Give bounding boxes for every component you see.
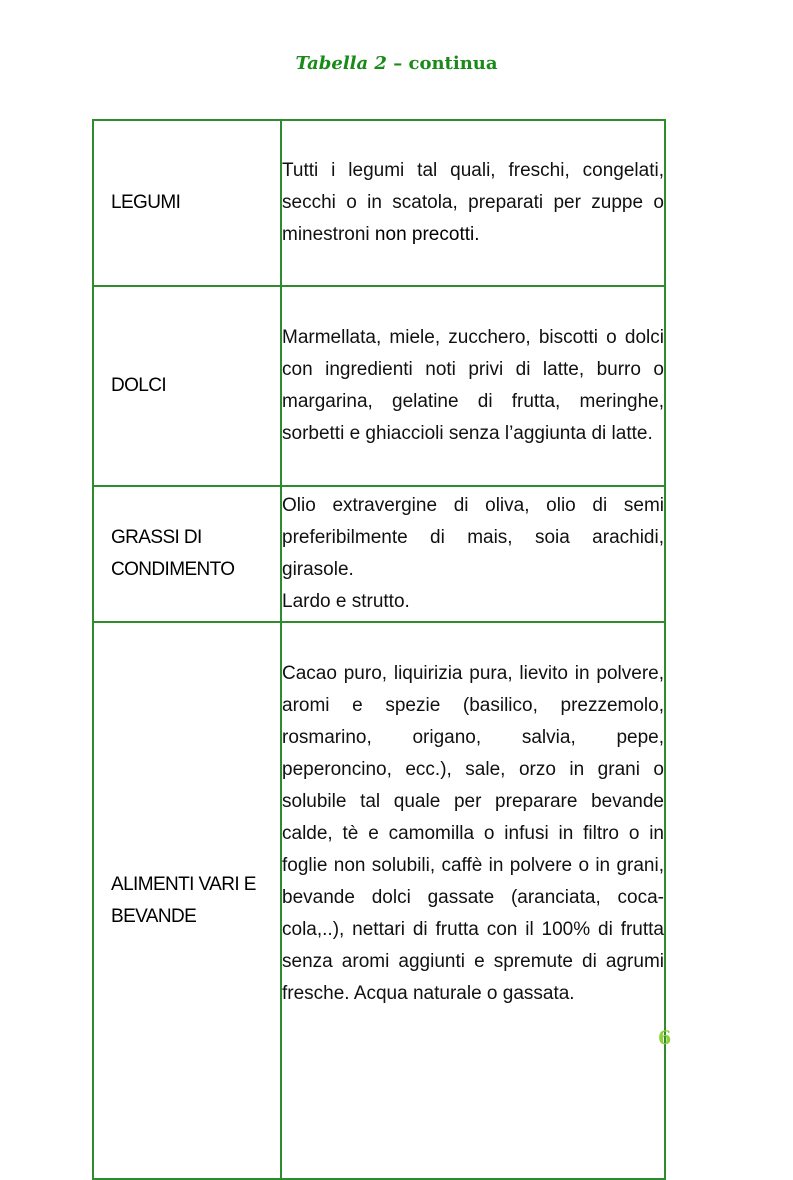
category-cell — [93, 622, 281, 1179]
category-cell — [93, 120, 281, 286]
description-text: Marmellata, miele, zucchero, biscotti o dolci con ingredienti noti privi di latte, burro o margarina, gelatine di frutta, meringhe, sorbetti e ghiaccioli senza l’aggiunta di latte. — [282, 327, 664, 444]
description-main: Tutti i legumi tal quali, freschi, congelati, secchi o in scatola, preparati per zuppe o minestroni — [282, 160, 664, 245]
page-number: 6 — [658, 1027, 672, 1049]
description-cell — [281, 286, 665, 486]
table-row — [93, 120, 665, 286]
food-table — [92, 119, 666, 1180]
category-label: ALIMENTI VARI E BEVANDE — [111, 873, 256, 927]
category-cell — [93, 286, 281, 486]
category-label: GRASSI DI CONDIMENTO — [111, 527, 235, 580]
category-label: LEGUMI — [111, 192, 181, 213]
description-text-second-line: Lardo e strutto. — [282, 591, 410, 612]
description-emphasis: non precotti. — [369, 224, 480, 245]
description-cell — [281, 622, 665, 1179]
category-cell — [93, 486, 281, 622]
caption-continued: – continua — [386, 53, 498, 74]
caption-table-number: Tabella 2 — [295, 53, 387, 74]
description-text: Cacao puro, liquirizia pura, lievito in polvere, aromi e spezie (basilico, prezzemolo, rosmarino, origano, salvia, pepe, peperoncino, ecc.), sale, orzo in grani o solubile tal quale per preparare bevande calde, tè e camomilla o infusi in filtro o in foglie non solubili, caffè in polvere o in grani, bevande dolci gassate (aranciata, coca-cola,..), nettari di frutta con il 100% di frutta senza aromi aggiunti e spremute di agrumi fresche. Acqua naturale o gassata. — [282, 663, 664, 1004]
table-row — [93, 286, 665, 486]
description-cell — [281, 486, 665, 622]
category-label: DOLCI — [111, 375, 167, 396]
table-row — [93, 622, 665, 1179]
table-row — [93, 486, 665, 622]
table-caption — [0, 53, 793, 74]
description-cell — [281, 120, 665, 286]
description-text — [282, 155, 664, 251]
description-text: Olio extravergine di oliva, olio di semi preferibilmente di mais, soia arachidi, girasole. — [282, 495, 664, 580]
